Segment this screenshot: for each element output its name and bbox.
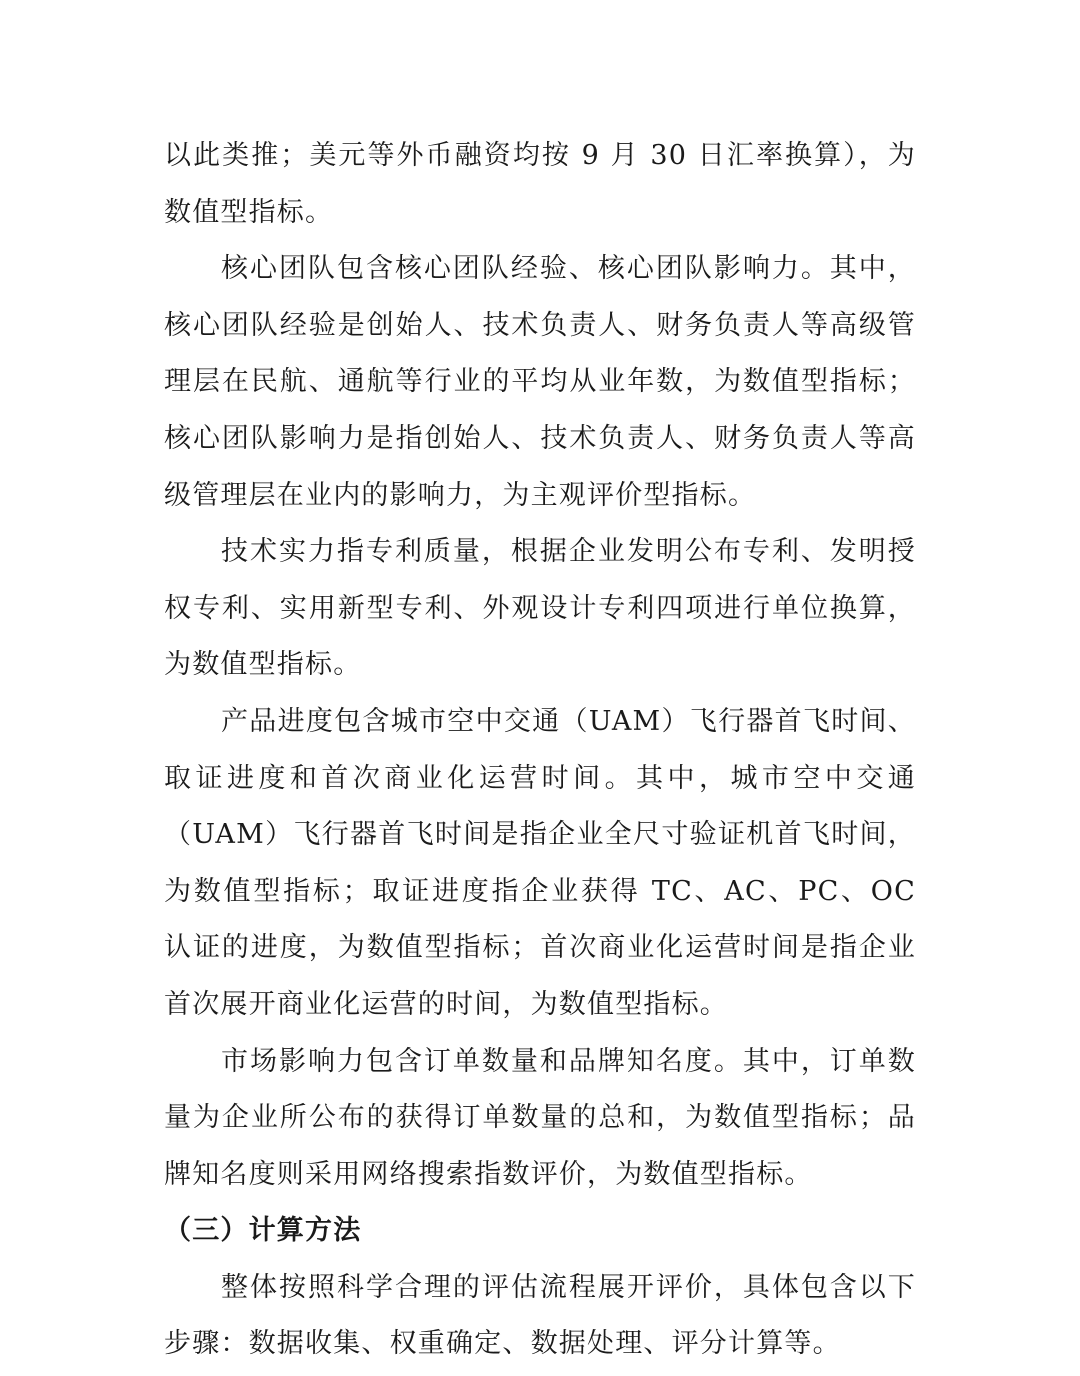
paragraph-exchange-rate: 以此类推；美元等外币融资均按 9 月 30 日汇率换算），为数值型指标。	[164, 140, 916, 228]
paragraph-evaluation-process: 整体按照科学合理的评估流程展开评价，具体包含以下步骤：数据收集、权重确定、数据处理、评分计算等。	[164, 1271, 916, 1360]
paragraph-core-team: 核心团队包含核心团队经验、核心团队影响力。其中，核心团队经验是创始人、技术负责人、财务负责人等高级管理层在民航、通航等行业的平均从业年数，为数值型指标；核心团队影响力是指创始人、技术负责人、财务负责人等高级管理层在业内的影响力，为主观评价型指标。	[164, 253, 916, 511]
paragraph-market-influence: 市场影响力包含订单数量和品牌知名度。其中，订单数量为企业所公布的获得订单数量的总和，为数值型指标；品牌知名度则采用网络搜索指数评价，为数值型指标。	[164, 1045, 916, 1190]
section-heading-calculation-method: （三）计算方法	[164, 1215, 362, 1247]
document-page	[164, 128, 916, 1373]
paragraph-technical-strength: 技术实力指专利质量，根据企业发明公布专利、发明授权专利、实用新型专利、外观设计专利四项进行单位换算，为数值型指标。	[164, 536, 916, 681]
paragraph-product-progress: 产品进度包含城市空中交通（UAM）飞行器首飞时间、取证进度和首次商业化运营时间。其中，城市空中交通（UAM）飞行器首飞时间是指企业全尺寸验证机首飞时间，为数值型指标；取证进度指企业获得 TC、AC、PC、OC 认证的进度，为数值型指标；首次商业化运营时间是指企业首次展开商业化运营的时间，为数值型指标。	[164, 705, 916, 1020]
